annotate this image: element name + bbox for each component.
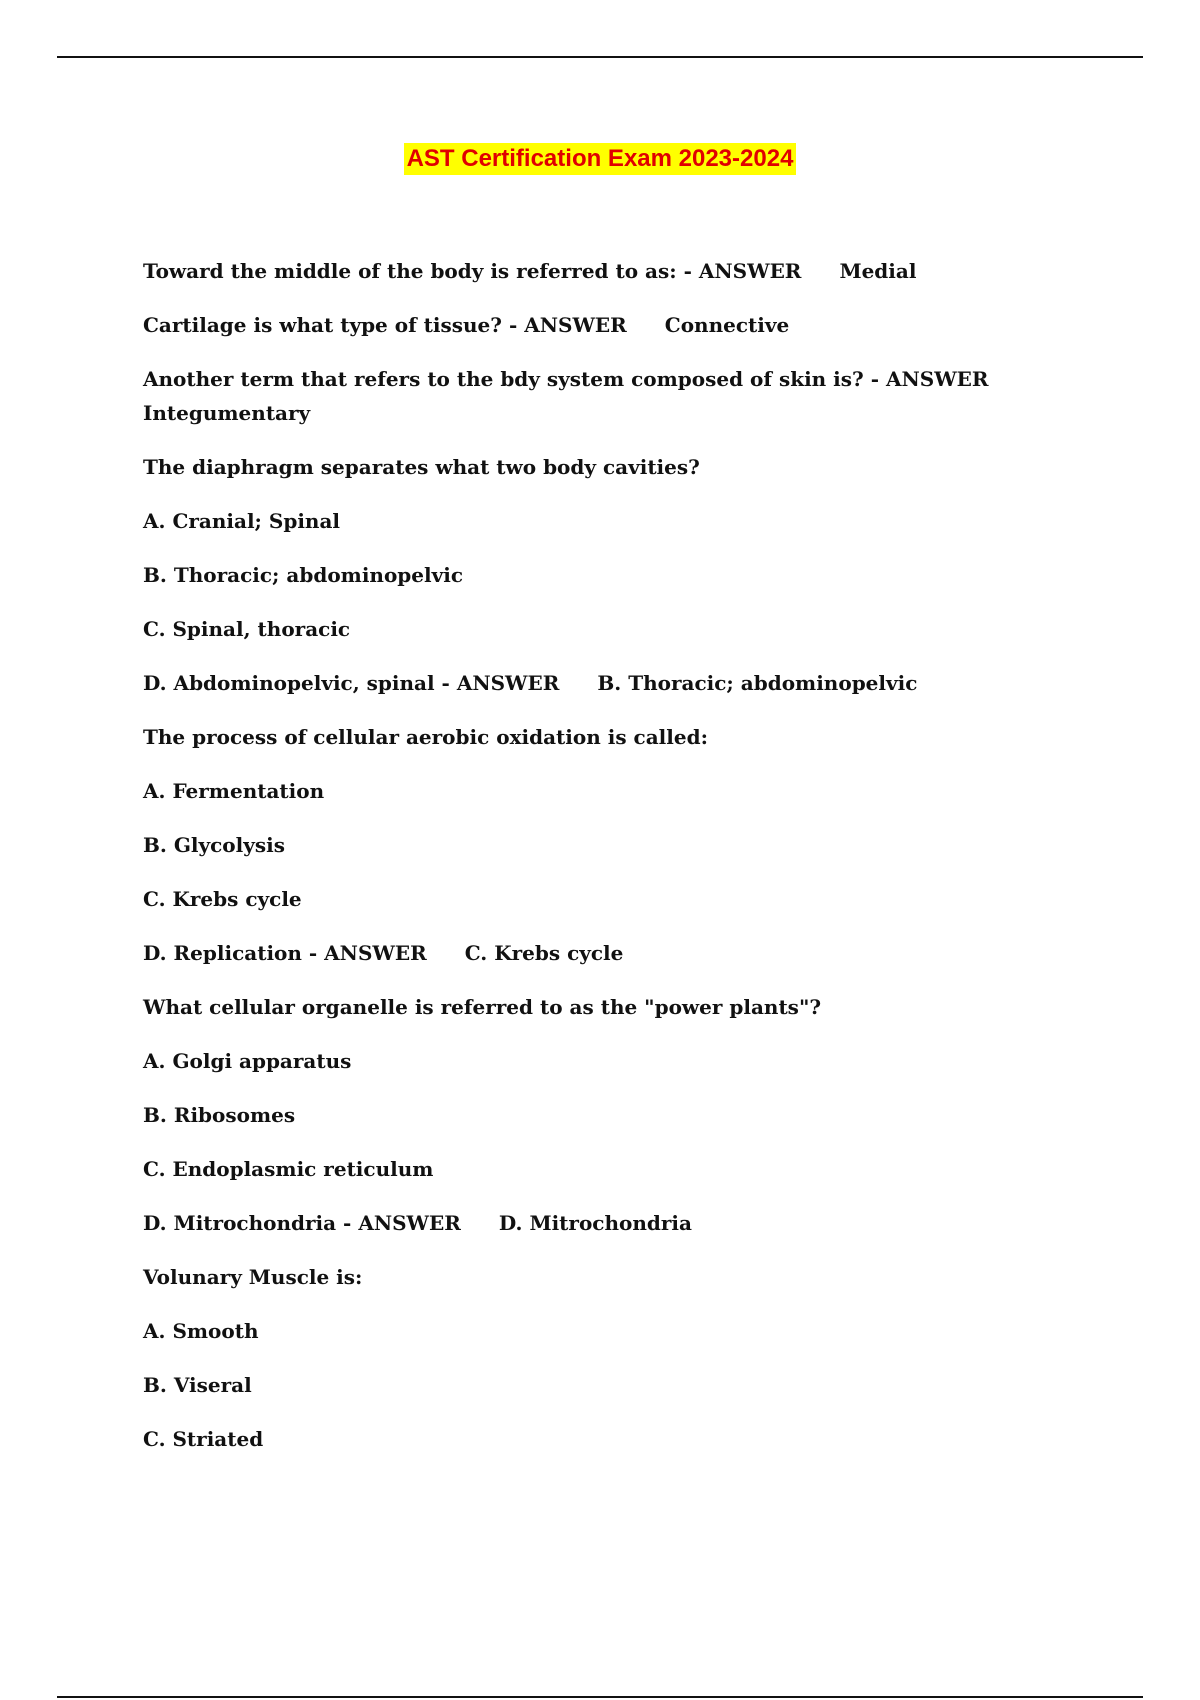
q5-option-d (143, 936, 1043, 970)
answer-text: Integumentary (143, 401, 311, 425)
answer-text: D. Mitrochondria (498, 1211, 692, 1235)
q5-option-c: C. Krebs cycle (143, 887, 302, 911)
title-container (0, 143, 1200, 175)
q4-option-c: C. Spinal, thoracic (143, 617, 351, 641)
bottom-divider (57, 1696, 1143, 1698)
q6-option-c: C. Endoplasmic reticulum (143, 1157, 434, 1181)
option-text: D. Mitrochondria - ANSWER (143, 1211, 461, 1235)
question-text: Toward the middle of the body is referred to as: - ANSWER (143, 259, 802, 283)
qa-item-2 (143, 308, 1043, 342)
answer-text: Medial (839, 259, 917, 283)
question-6: What cellular organelle is referred to as the "power plants"? (143, 995, 822, 1019)
q4-option-b: B. Thoracic; abdominopelvic (143, 563, 463, 587)
option-text: D. Replication - ANSWER (143, 941, 427, 965)
q7-option-a: A. Smooth (143, 1319, 259, 1343)
answer-text: Connective (664, 313, 790, 337)
q4-option-a: A. Cranial; Spinal (143, 509, 341, 533)
q6-option-b: B. Ribosomes (143, 1103, 296, 1127)
answer-text: C. Krebs cycle (464, 941, 624, 965)
document-title: AST Certification Exam 2023-2024 (404, 143, 797, 175)
question-4: The diaphragm separates what two body cavities? (143, 455, 700, 479)
question-7: Volunary Muscle is: (143, 1265, 363, 1289)
question-text: Another term that refers to the bdy system composed of skin is? - ANSWER (143, 367, 989, 391)
document-body (143, 254, 1043, 1476)
q7-option-c: C. Striated (143, 1427, 264, 1451)
top-divider (57, 56, 1143, 58)
q7-option-b: B. Viseral (143, 1373, 252, 1397)
question-text: Cartilage is what type of tissue? - ANSWER (143, 313, 627, 337)
q5-option-b: B. Glycolysis (143, 833, 285, 857)
q6-option-d (143, 1206, 1043, 1240)
q5-option-a: A. Fermentation (143, 779, 325, 803)
q6-option-a: A. Golgi apparatus (143, 1049, 352, 1073)
answer-text: B. Thoracic; abdominopelvic (597, 671, 918, 695)
option-text: D. Abdominopelvic, spinal - ANSWER (143, 671, 560, 695)
qa-item-3 (143, 362, 1043, 430)
q4-option-d (143, 666, 1043, 700)
question-5: The process of cellular aerobic oxidation is called: (143, 725, 708, 749)
qa-item-1 (143, 254, 1043, 288)
